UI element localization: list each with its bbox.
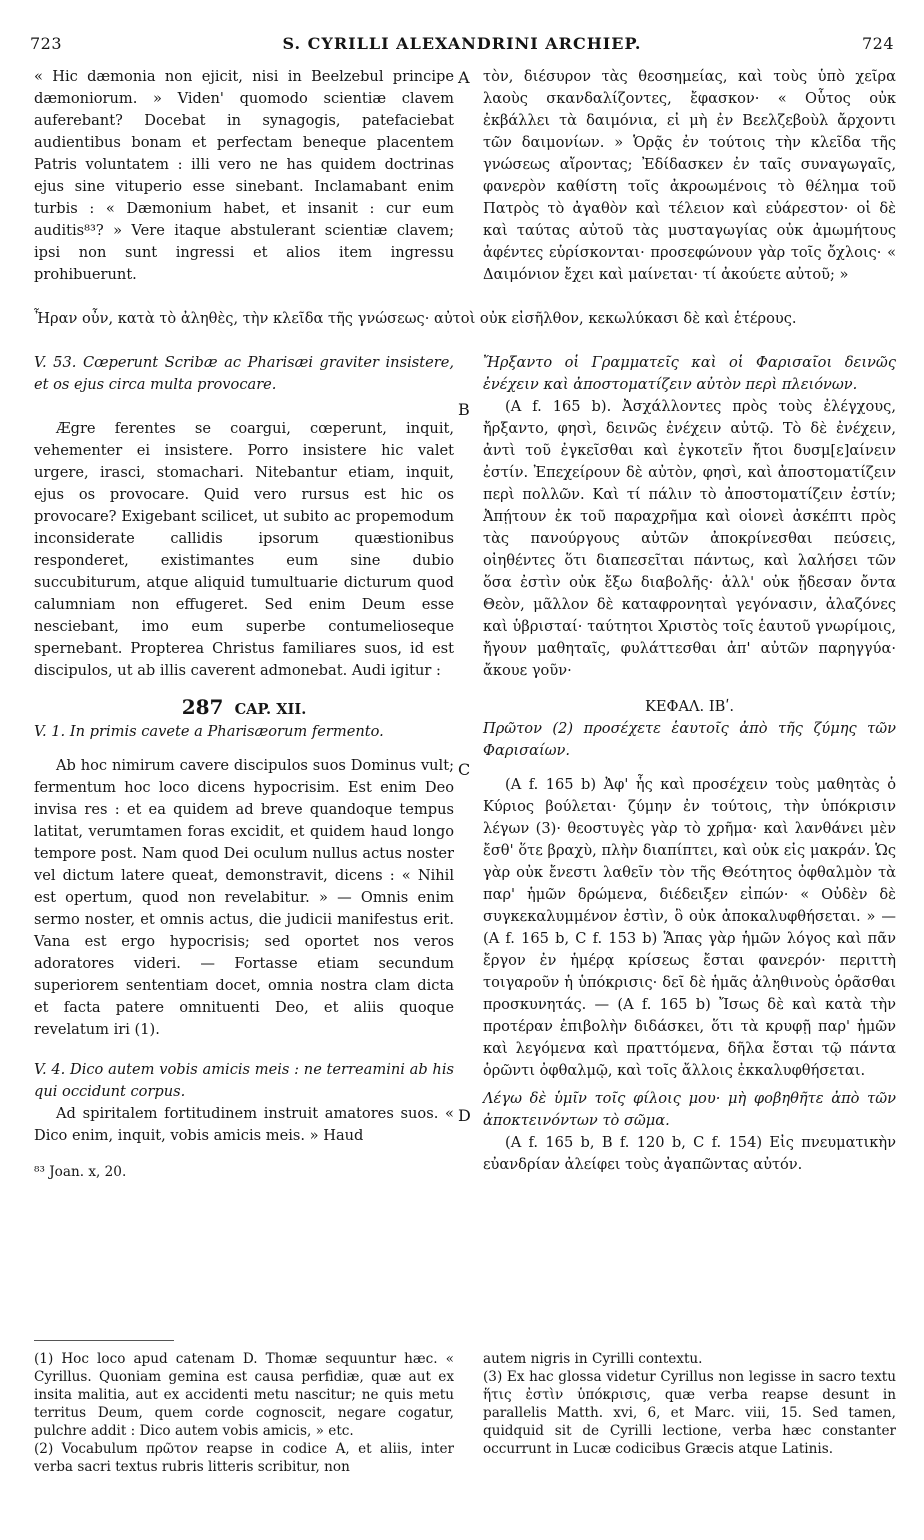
latin-paragraph-3: Ab hoc nimirum cavere discipulos suos Dominus vult; fermentum hoc loco dicens hypocrisim. Est enim Deo invisa res : et ea quidem ad breve quandoque tempus latitat, verumtamen foras excidit, et quidem haud longo tempore post. Nam quod Dei oculum nullus actus noster vel dictum latere queat, demonstravit, dicens : « Nihil est opertum, quod non revelabitur. » — Omnis enim sermo noster, et omnis actus, die judicii manifestus erit. Vana est ergo hypocrisis; sed oportet nos veros adoratores videri. — Fortasse etiam secundum superiorem sententiam docet, omnia nostra clam dicta et facta patere omnituenti Deo, et aliis quoque revelatum iri (1). bbox=[34, 757, 454, 1038]
footnotes-right bbox=[483, 1350, 896, 1458]
latin-paragraph-4: Ad spiritalem fortitudinem instruit amatores suos. « Dico enim, inquit, vobis amicis meis. » Haud bbox=[34, 1105, 454, 1144]
footnote-3: (3) Ex hac glossa videtur Cyrillus non legisse in sacro textu ἥτις ἐστὶν ὑπόκρισις, quæ verba reapse desunt in parallelis Matth. xvi, 6, et Marc. viii, 15. Sed tamen, quidquid sit de Cyrilli lectione, verba hæc constanter occurrunt in Lucæ codicibus Græcis atque Latinis. bbox=[483, 1369, 896, 1457]
greek-verse-4: Λέγω δὲ ὑμῖν τοῖς φίλοις μου· μὴ φοβηθῆτε ἀπὸ τῶν ἀποκτεινόντων τὸ σῶμα. bbox=[483, 1090, 896, 1129]
greek-chapter-heading: ΚΕΦΑΛ. ΙΒʹ. bbox=[644, 698, 735, 715]
latin-chapter-heading bbox=[34, 696, 454, 721]
margin-letter-d: D bbox=[458, 1106, 471, 1125]
greek-paragraph-2: (A f. 165 b). Ἀσχάλλοντες πρὸς τοὺς ἐλέγχους, ἤρξαντο, φησὶ, δεινῶς ἐνέχειν αὐτῷ. Τὸ δὲ ἐνέχειν, ἀντὶ τοῦ ἐγκεῖσθαι καὶ ἐγκοτεῖν ἤτοι δυσμ[ε]αίνειν ἐστίν. Ἐπεχείρουν δὲ αὐτὸν, φησὶ, καὶ ἀποστοματίζειν περὶ πολλῶν. Καὶ τί πάλιν τὸ ἀποστοματίζειν ἐστίν; Ἀπῄτουν ἐκ τοῦ παραχρῆμα καὶ οἱονεὶ ἀσκέπτι πρὸς τὰς πανούργους αὐτῶν ἀποκρίνεσθαι πεύσεις, οἰηθέντες ὅτι διαπεσεῖται πάντως, καὶ λαλήσει τῶν ὅσα ἐστὶν οὐκ ἔξω διαβολῆς· ἀλλ' οὐκ ᾔδεσαν ὄντα Θεὸν, μᾶλλον δὲ καταφρονηταὶ γεγόνασιν, ἀλαζόνες καὶ ὑβρισταί· ταύτητοι Χριστὸς τοῖς ἑαυτοῦ γνωρίμοις, ἤγουν μαθηταῖς, φυλάττεσθαι ἀπ' αὐτῶν παρηγγύα· ἄκουε γοῦν· bbox=[483, 398, 896, 679]
margin-letter-c: C bbox=[458, 760, 471, 779]
greek-paragraph-1: τὸν, διέσυρον τὰς θεοσημείας, καὶ τοὺς ὑπὸ χεῖρα λαοὺς σκανδαλίζοντες, ἔφασκον· « Οὗτος οὐκ ἐκβάλλει τὰ δαιμόνια, εἰ μὴ ἐν Βεελζεβοὺλ ἄρχοντι τῶν δαιμονίων. » Ὁρᾷς ἐν τούτοις τὴν κλεῖδα τῆς γνώσεως αἴροντας; Ἐδίδασκεν ἐν ταῖς συναγωγαῖς, φανερὸν καθίστη τοῖς ἀκροωμένοις τὸ θέλημα τοῦ Πατρὸς τὸ ἀγαθὸν καὶ τέλειον καὶ εὐάρεστον· οἱ δὲ καὶ ταύτας αὐτοῦ τὰς μυσταγωγίας οὐκ ἀμωμήτους ἀφέντες εὑρίσκονται· προσεφώνουν γὰρ τοῖς ὄχλοις· « Δαιμόνιον ἔχει καὶ μαίνεται· τί ἀκούετε αὐτοῦ; » bbox=[483, 68, 896, 283]
margin-letter-b: B bbox=[458, 400, 470, 419]
latin-footnote-83: ⁸³ Joan. x, 20. bbox=[34, 1164, 127, 1180]
footnotes-left bbox=[34, 1350, 454, 1476]
page-number-left: 723 bbox=[30, 34, 63, 53]
latin-column-top bbox=[34, 66, 454, 286]
column-number: 287 bbox=[181, 695, 224, 719]
greek-verse-1: Πρῶτον (2) προσέχετε ἑαυτοῖς ἀπὸ τῆς ζύμης τῶν Φαρισαίων. bbox=[483, 720, 896, 759]
greek-verse-53: Ἤρξαντο οἱ Γραμματεῖς καὶ οἱ Φαρισαῖοι δεινῶς ἐνέχειν καὶ ἀποστοματίζειν αὐτὸν περὶ πλειόνων. bbox=[483, 354, 896, 393]
margin-letter-a: A bbox=[458, 68, 470, 87]
latin-verse-53: V. 53. Cœperunt Scribæ ac Pharisæi graviter insistere, et os ejus circa multa provocare. bbox=[34, 354, 454, 393]
greek-paragraph-4: (A f. 165 b, B f. 120 b, C f. 154) Εἰς πνευματικὴν εὐανδρίαν ἀλείφει τοὺς ἀγαπῶντας αὐτόν. bbox=[483, 1134, 896, 1173]
greek-paragraph-3: (A f. 165 b) Ἀφ' ἧς καὶ προσέχειν τοὺς μαθητὰς ὁ Κύριος βούλεται· ζύμην ἐν τούτοις, τὴν ὑπόκρισιν λέγων (3)· θεοστυγὲς γὰρ τὸ χρῆμα· καὶ λανθάνει μὲν ἔσθ' ὅτε βραχὺ, πλὴν διαπίπτει, καὶ οὐκ εἰς μακράν. Ὡς γὰρ οὐκ ἔνεστι λαθεῖν τὸν τῆς Θεότητος ὀφθαλμὸν τὰ παρ' ἡμῶν δρώμενα, διέδειξεν εἰπών· « Οὐδὲν δὲ συγκεκαλυμμένον ἐστὶν, ὃ οὐκ ἀποκαλυφθήσεται. » — (A f. 165 b, C f. 153 b) Ἅπας γὰρ ἡμῶν λόγος καὶ πᾶν ἔργον ἐν ἡμέρᾳ κρίσεως ἔσται φανερόν· περιττὴ τοιγαροῦν ἡ ὑπόκρισις· δεῖ δὲ ἡμᾶς ἀληθινοὺς ὁρᾶσθαι προσκυνητάς. — (A f. 165 b) Ἴσως δὲ καὶ κατὰ τὴν προτέραν ἐπιβολὴν διδάσκει, ὅτι τὰ κρυφῇ παρ' ἡμῶν καὶ λεγόμενα καὶ πραττόμενα, δῆλα ἔσται τῷ πάντα ὁρῶντι ὀφθαλμῷ, καὶ τοῖς ἄλλοις ἐκκαλυφθήσεται. bbox=[483, 776, 896, 1079]
latin-chapter-label: CAP. XII. bbox=[234, 701, 307, 718]
latin-paragraph-2: Ægre ferentes se coargui, cœperunt, inquit, vehementer ei insistere. Porro insistere hic valet urgere, irasci, stomachari. Nitebantur etiam, inquit, ejus os provocare. Quid vero rursus est hic os provocare? Exigebant scilicet, ut subito ac propemodum inconsiderate callidis ipsorum quæstionibus responderet, existimantes eum sine dubio succubiturum, atque aliquid tumultuarie dicturum quod calumniam non effugeret. Sed enim Deum esse nesciebant, imo eum superbe contumelioseque spernebant. Propterea Christus familiares suos, id est discipulos, ut ab illis caverent admonebat. Audi igitur : bbox=[34, 420, 454, 679]
latin-verse-4: V. 4. Dico autem vobis amicis meis : ne terreamini ab his qui occidunt corpus. bbox=[34, 1061, 454, 1100]
running-title: S. CYRILLI ALEXANDRINI ARCHIEP. bbox=[282, 34, 642, 53]
greek-column-main bbox=[483, 352, 896, 1176]
latin-verse-1: V. 1. In primis cavete a Pharisæorum fermento. bbox=[34, 723, 384, 740]
footnote-1: (1) Hoc loco apud catenam D. Thomæ sequuntur hæc. « Cyrillus. Quoniam gemina est causa perfidiæ, quæ aut ex insita malitia, aut ex accidenti metu nascitur; ne quis metu territus Deum, quem corde cognoscit, negare cogatur, pulchre addit : Dico autem vobis amicis, » etc. bbox=[34, 1351, 454, 1439]
footnote-2: (2) Vocabulum πρῶτον reapse in codice A, et aliis, inter verba sacri textus rubris litteris scribitur, non bbox=[34, 1441, 454, 1475]
latin-column-main bbox=[34, 352, 454, 1183]
greek-spanning-line: Ἦραν οὖν, κατὰ τὸ ἀληθὲς, τὴν κλεῖδα τῆς γνώσεως· αὐτοὶ οὐκ εἰσῆλθον, κεκωλύκασι δὲ καὶ ἑτέρους. bbox=[34, 310, 797, 327]
greek-column-top bbox=[483, 66, 896, 286]
footnote-rule bbox=[34, 1340, 174, 1341]
page-number-right: 724 bbox=[861, 34, 894, 53]
latin-paragraph-1: « Hic dæmonia non ejicit, nisi in Beelzebul principe dæmoniorum. » Viden' quomodo scientiæ clavem auferebant? Docebat in synagogis, patefaciebat audientibus bonam et perfectam beneque placentem Patris voluntatem : illi vero ne has quidem doctrinas ejus sine vituperio esse sinebant. Inclamabant enim turbis : « Dæmonium habet, et insanit : cur eum auditis⁸³? » Vere itaque abstulerant scientiæ clavem; ipsi non sunt ingressi et alios item ingressu prohibuerunt. bbox=[34, 68, 454, 283]
footnote-2-continued: autem nigris in Cyrilli contextu. bbox=[483, 1351, 703, 1367]
